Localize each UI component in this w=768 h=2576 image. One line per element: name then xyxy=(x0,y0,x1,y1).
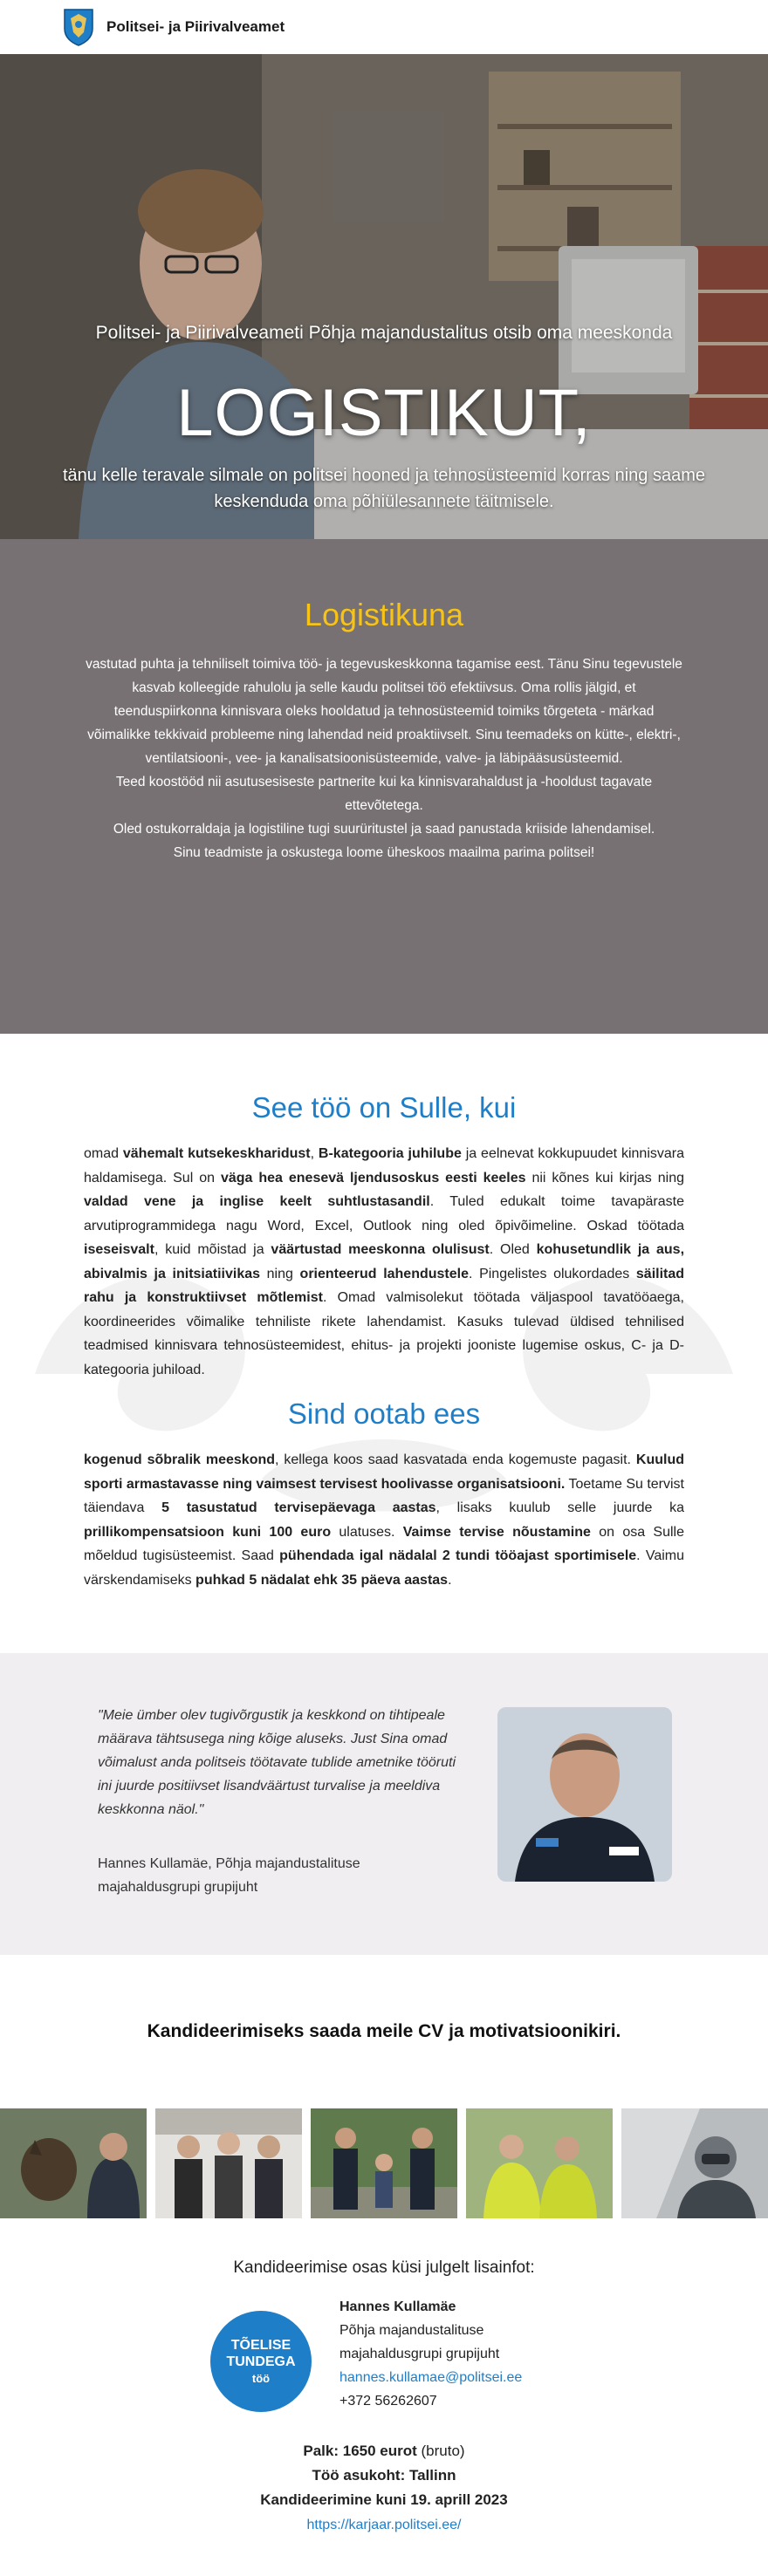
offer-heading: Sind ootab ees xyxy=(287,1397,481,1430)
role-section xyxy=(0,539,768,1034)
quote-section xyxy=(0,1653,768,1955)
portrait-image xyxy=(497,1707,672,1882)
photo-officers-child-image xyxy=(311,2108,457,2218)
org-name: Politsei- ja Piirivalveamet xyxy=(106,18,285,35)
contact-title: Kandideerimise osas küsi julgelt lisainfot: xyxy=(233,2258,535,2277)
photo-team-image xyxy=(155,2108,302,2218)
apply-text: Kandideerimiseks saada meile CV ja motivatsioonikiri. xyxy=(147,2021,621,2041)
badge-line-3: töö xyxy=(251,2371,271,2385)
contact-role-line-1: Põhja majandustalituse xyxy=(339,2323,484,2338)
contact-section xyxy=(0,2218,768,2538)
contact-row xyxy=(0,2295,768,2413)
contact-phone: +372 56262607 xyxy=(339,2394,437,2409)
contact-role-line-2: majahaldusgrupi grupijuht xyxy=(339,2347,500,2361)
hero-banner xyxy=(0,54,768,539)
photo-police-dog-image xyxy=(0,2108,147,2218)
job-facts xyxy=(0,2439,768,2538)
police-shield-logo-icon[interactable] xyxy=(63,8,94,46)
page-header xyxy=(0,0,768,54)
role-heading: Logistikuna xyxy=(304,597,464,632)
role-paragraph-2: Teed koostööd nii asutusesiseste partnerite kui ka kinnisvarahaldust ja -hooldust tagavate ettevõtetega. xyxy=(115,775,653,813)
badge-line-2: TUNDEGA xyxy=(226,2354,296,2369)
photo-helicopter-pilot xyxy=(621,2108,768,2218)
portrait-photo xyxy=(497,1707,672,1882)
badge-line-1: TÕELISE xyxy=(230,2337,291,2353)
contact-info xyxy=(339,2295,558,2413)
role-paragraph-4: Sinu teadmiste ja oskustega loome üheskoos maailma parima politsei! xyxy=(173,845,595,860)
photo-officers-child xyxy=(311,2108,457,2218)
requirements-text: omad vähemalt kutsekeskharidust, B-kategooria juhilube ja eelnevat kokkupuudet kinnisvara haldamisega. Sul on väga hea enesevä ljendusoskus eesti keeles nii kõnes kui kirjas ning valdad vene ja inglise keelt suhtlustasandil. Tuled edukalt toime tavapäraste arvutiprogrammidega nagu Word, Excel, Outlook ning oled õpivõimeline. Oskad töötada iseseisvalt, kuid mõistad ja väärtustad meeskonna olulisust. Oled kohusetundlik ja aus, abivalmis ja initsiatiivikas ning orienteerud lahendustele. Pingelistes olukordades säilitad rahu ja konstruktiivset mõtlemist. Omad valmisolekut töötada väljaspool tavatööaega, koordineerides võimalike tehniliste rikete lahendamist. Kasuks tulevad üldised tehnilised teadmised kinnisvara tehnosüsteemidest, ehitus- ja projekti jooniste lugemise oskus, C- ja D-kategooria juhiload. xyxy=(84,1146,685,1377)
quote-text: "Meie ümber olev tugivõrgustik ja keskkond on tihtipeale määrava tähtsusega ning kõige aluseks. Just Sina omad võimalust anda politseis töötavate tublide ametnike tööruti ini juurde positiivset lisandväärtust turvalise ja meeldiva keskkonna näol." xyxy=(98,1708,456,1817)
photo-team xyxy=(155,2108,302,2218)
toelise-tundega-badge xyxy=(210,2311,312,2412)
requirements-heading: See töö on Sulle, kui xyxy=(251,1091,517,1124)
hero-subtitle: tänu kelle teravale silmale on politsei hooned ja tehnosüsteemid korras ning saame keskenduda oma põhiülesannete täitmisele. xyxy=(63,466,705,511)
hero-title: LOGISTIKUT, xyxy=(176,376,592,450)
hero-lead: Politsei- ja Piirivalveameti Põhja majandustalitus otsib oma meeskonda xyxy=(95,323,673,343)
role-paragraph-1: vastutad puhta ja tehniliselt toimiva töö- ja tegevuskeskkonna tagamise eest. Tänu Sinu tegevustele kasvab kolleegide rahulolu ja selle kaudu politsei töö efektiivsus. Oma rollis jälgid, et teenduspiirkonna kinnisvara oleks hooldatud ja tehnosüsteemid toimiks tõrgeteta - märkad võimalikke tekkivaid probleeme ning lahendad neid proaktiivselt. Sinu teemadeks on kütte-, elektri-, ventilatsiooni-, vee- ja kanalisatsioonisüsteemide, valve- ja läbipääsusüsteemid. xyxy=(86,657,682,766)
job-section xyxy=(0,1034,768,1653)
apply-section xyxy=(0,1955,768,2108)
photo-helicopter-pilot-image xyxy=(621,2108,768,2218)
career-site-link[interactable]: https://karjaar.politsei.ee/ xyxy=(306,2518,462,2532)
offer-text: kogenud sõbralik meeskond, kellega koos saad kasvatada enda kogemuste pagasit. Kuulud sporti armastavasse ning vaimsest tervisest hoolivasse organisatsiooni. Toetame Su tervist täiendava 5 tasustatud tervisepäevaga aastas, lisaks kuulub selle juurde ka prillikompensatsioon kuni 100 euro ulatuses. Vaimse tervise nõustamine on osa Sulle mõeldud tugisüsteemist. Saad pühendada igal nädalal 2 tundi tööajast sportimisele. Vaimu värskendamiseks puhkad 5 nädalat ehk 35 päeva aastas. xyxy=(84,1452,685,1588)
role-paragraph-3: Oled ostukorraldaja ja logistiline tugi suurüritustel ja saad panustada kriiside lahendamisel. xyxy=(113,822,655,837)
work-location: Töö asukoht: Tallinn xyxy=(312,2467,456,2484)
photo-patrol-officers xyxy=(466,2108,613,2218)
photo-patrol-officers-image xyxy=(466,2108,613,2218)
quote-author: Hannes Kullamäe, Põhja majandustalituse majahaldusgrupi grupijuht xyxy=(98,1856,360,1895)
salary: Palk: 1650 eurot (bruto) xyxy=(303,2443,465,2459)
photo-strip xyxy=(0,2108,768,2218)
contact-email-link[interactable]: hannes.kullamae@politsei.ee xyxy=(339,2370,523,2385)
application-deadline: Kandideerimine kuni 19. aprill 2023 xyxy=(260,2491,508,2508)
photo-police-dog xyxy=(0,2108,147,2218)
contact-name: Hannes Kullamäe xyxy=(339,2299,456,2314)
